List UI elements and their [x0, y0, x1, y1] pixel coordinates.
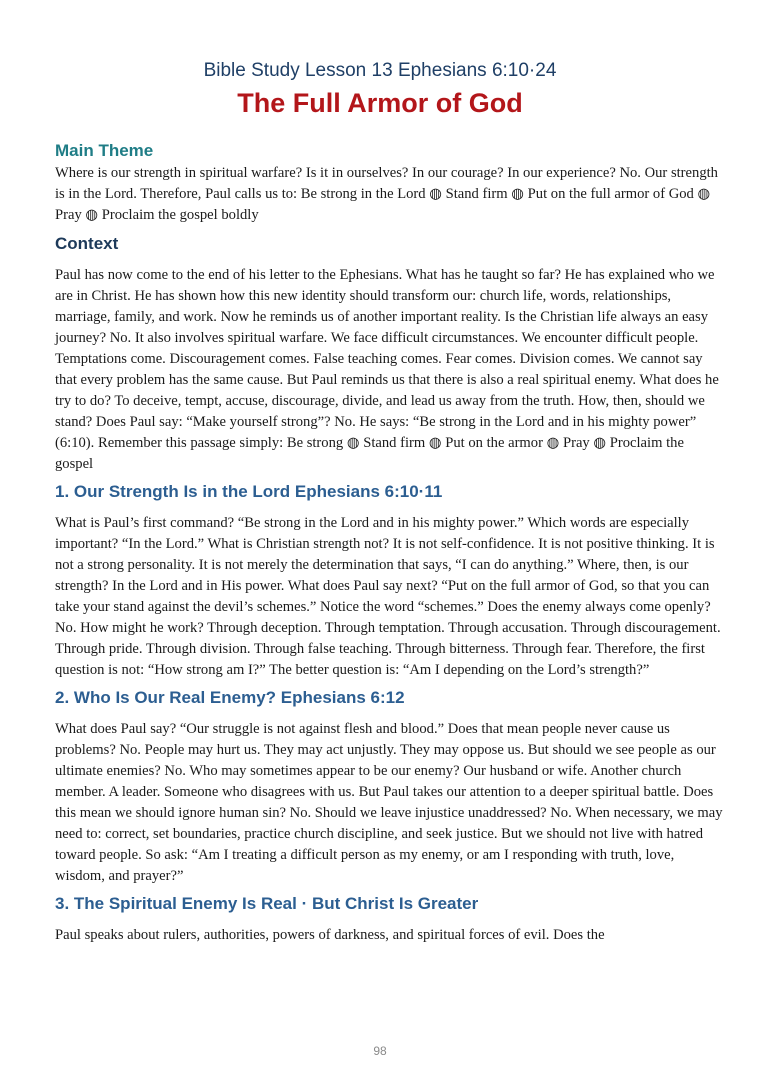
- section-body-spiritual-enemy: Paul speaks about rulers, authorities, powers of darkness, and spiritual forces of evil. Does the: [55, 927, 605, 943]
- section-body-context: Paul has now come to the end of his letter to the Ephesians. What has he taught so far? He has explained who we are in Christ. He has shown how this new identity should transform our: church life, words, relationships, marriage, family, and work. Now he reminds us of another important reality. Is the Christian life always an easy journey? No. It also involves spiritual warfare. We face difficult circumstances. We encounter difficult people. Temptations come. Discouragement comes. False teaching comes. Fear comes. Division comes. We cannot say that every problem has the same cause. But Paul reminds us that there is also a real spiritual enemy. What does he try to do? To deceive, tempt, accuse, discourage, divide, and lead us away from the truth. How, then, should we stand? Does Paul say: “Make yourself strong”? No. He says: “Be strong in the Lord and in his mighty power” (6:10). Remember this passage simply: Be strong ◍ Stand firm ◍ Put on the armor ◍ Pray ◍ Proclaim the gospel: [55, 267, 719, 472]
- section-heading-main-theme: Main Theme: [55, 141, 154, 160]
- section-body-main-theme: Where is our strength in spiritual warfare? Is it in ourselves? In our courage? In our experience? No. Our strength is in the Lord. Therefore, Paul calls us to: Be strong in the Lord ◍ Stand firm ◍ Put on the full armor of God ◍ Pray ◍ Proclaim the gospel boldly: [55, 165, 718, 223]
- lesson-content: [55, 140, 723, 946]
- section-body-real-enemy: What does Paul say? “Our struggle is not against flesh and blood.” Does that mean people never cause us problems? No. People may hurt us. They may act unjustly. They may oppose us. But should we see people as our ultimate enemies? No. Who may sometimes appear to be our enemy? Our husband or wife. Another church member. A leader. Someone who disagrees with us. But Paul takes our attention to a deeper spiritual battle. Does this mean we should ignore human sin? No. Should we leave injustice unaddressed? No. When necessary, we may need to: correct, set boundaries, practice church discipline, and seek justice. But we should not live with hatred toward people. So ask: “Am I treating a difficult person as my enemy, or am I responding with truth, love, wisdom, and prayer?”: [55, 721, 723, 884]
- lesson-title: The Full Armor of God: [237, 88, 523, 118]
- section-heading-strength: 1. Our Strength Is in the Lord Ephesians 6:10·11: [55, 482, 443, 501]
- section-heading-context: Context: [55, 234, 119, 253]
- section-heading-spiritual-enemy: 3. The Spiritual Enemy Is Real · But Christ Is Greater: [55, 894, 479, 913]
- section-heading-real-enemy: 2. Who Is Our Real Enemy? Ephesians 6:12: [55, 688, 405, 707]
- section-body-strength: What is Paul’s first command? “Be strong in the Lord and in his mighty power.” Which words are especially important? “In the Lord.” What is Christian strength not? It is not self-confidence. It is not positive thinking. It is not a strong personality. It is not merely the determination that says, “I can do anything.” Where, then, is our strength? In the Lord and in His power. What does Paul say next? “Put on the full armor of God, so that you can take your stand against the devil’s schemes.” Notice the word “schemes.” Does the enemy always come openly? No. How might he work? Through deception. Through temptation. Through accusation. Through discouragement. Through pride. Through division. Through false teaching. Through bitterness. Through fear. Therefore, the first question is not: “How strong am I?” The better question is: “Am I depending on the Lord’s strength?”: [55, 515, 721, 678]
- page-number: 98: [373, 1044, 387, 1058]
- lesson-subtitle: Bible Study Lesson 13 Ephesians 6:10·24: [203, 60, 557, 81]
